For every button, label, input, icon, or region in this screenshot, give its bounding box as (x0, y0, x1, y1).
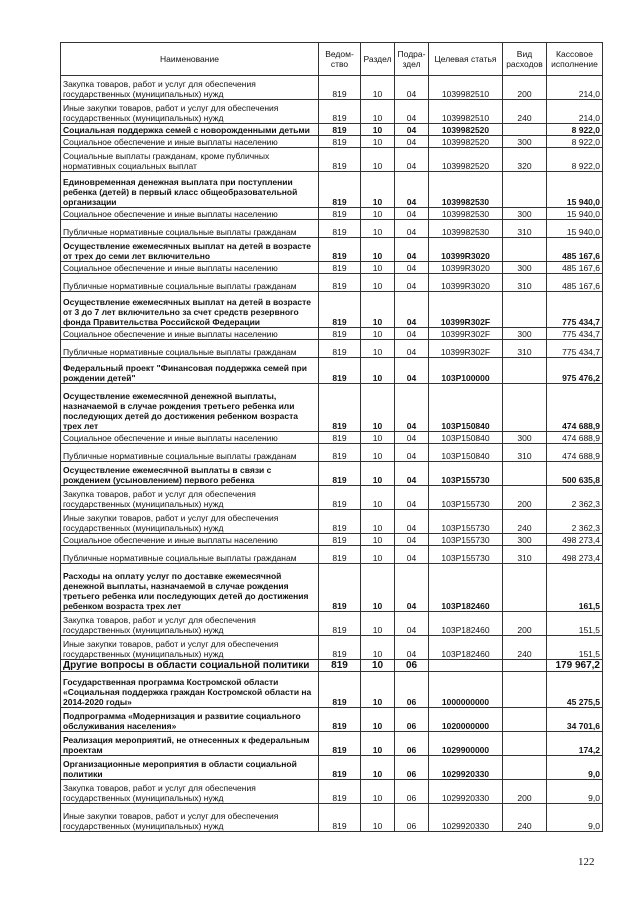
row-vedom-cell: 819 (319, 328, 361, 340)
row-amount-cell: 161,5 (547, 564, 603, 612)
row-name-cell: Организационные мероприятия в области социальной политики (61, 756, 319, 780)
row-vid-cell (503, 172, 547, 208)
row-target-cell: 103P155730 (429, 510, 503, 534)
row-amount-cell: 474 688,9 (547, 444, 603, 462)
table-row (61, 756, 603, 780)
row-razdel-cell: 10 (361, 444, 395, 462)
row-target-cell: 1029900000 (429, 732, 503, 756)
row-vid-cell (503, 672, 547, 708)
row-razdel-cell: 10 (361, 660, 395, 672)
row-razdel-cell: 10 (361, 100, 395, 124)
row-podrazdel-cell: 06 (395, 756, 429, 780)
row-name-cell: Социальные выплаты гражданам, кроме публичных нормативных социальных выплат (61, 148, 319, 172)
row-name-cell: Государственная программа Костромской области «Социальная поддержка граждан Костромской области на 2014-2020 годы» (61, 672, 319, 708)
row-target-cell: 10399R302F (429, 340, 503, 358)
row-target-cell: 1039982510 (429, 100, 503, 124)
row-vedom-cell: 819 (319, 220, 361, 238)
row-razdel-cell: 10 (361, 636, 395, 660)
row-vid-cell (503, 564, 547, 612)
row-amount-cell: 975 476,2 (547, 358, 603, 384)
row-razdel-cell: 10 (361, 238, 395, 262)
row-razdel-cell: 10 (361, 262, 395, 274)
row-razdel-cell: 10 (361, 340, 395, 358)
header-vid: Вид расходов (503, 43, 547, 76)
row-amount-cell: 15 940,0 (547, 220, 603, 238)
row-vedom-cell: 819 (319, 76, 361, 100)
row-target-cell: 1039982520 (429, 124, 503, 136)
table-row (61, 136, 603, 148)
row-razdel-cell: 10 (361, 462, 395, 486)
table-row (61, 672, 603, 708)
row-target-cell: 103P182460 (429, 564, 503, 612)
table-row (61, 384, 603, 432)
row-name-cell: Публичные нормативные социальные выплаты гражданам (61, 444, 319, 462)
row-razdel-cell: 10 (361, 510, 395, 534)
row-vedom-cell: 819 (319, 462, 361, 486)
row-vid-cell: 240 (503, 804, 547, 832)
row-amount-cell: 8 922,0 (547, 136, 603, 148)
row-target-cell: 1039982530 (429, 220, 503, 238)
table-row (61, 220, 603, 238)
row-vedom-cell: 819 (319, 660, 361, 672)
row-podrazdel-cell: 04 (395, 384, 429, 432)
row-razdel-cell: 10 (361, 486, 395, 510)
row-vedom-cell: 819 (319, 124, 361, 136)
table-row (61, 358, 603, 384)
row-podrazdel-cell: 04 (395, 220, 429, 238)
row-vedom-cell: 819 (319, 486, 361, 510)
row-amount-cell: 9,0 (547, 804, 603, 832)
row-vid-cell: 310 (503, 220, 547, 238)
row-vid-cell (503, 124, 547, 136)
row-amount-cell: 179 967,2 (547, 660, 603, 672)
row-amount-cell: 775 434,7 (547, 292, 603, 328)
row-name-cell: Осуществление ежемесячных выплат на детей в возрасте от 3 до 7 лет включительно за счет средств резервного фонда Правительства Российской Федерации (61, 292, 319, 328)
table-row (61, 274, 603, 292)
row-name-cell: Социальное обеспечение и иные выплаты населению (61, 328, 319, 340)
row-vedom-cell: 819 (319, 546, 361, 564)
row-vid-cell: 200 (503, 76, 547, 100)
row-vid-cell: 300 (503, 328, 547, 340)
row-target-cell: 1029920330 (429, 780, 503, 804)
row-name-cell: Социальное обеспечение и иные выплаты населению (61, 208, 319, 220)
row-podrazdel-cell: 04 (395, 238, 429, 262)
row-razdel-cell: 10 (361, 672, 395, 708)
row-name-cell: Публичные нормативные социальные выплаты гражданам (61, 220, 319, 238)
row-vid-cell (503, 238, 547, 262)
row-podrazdel-cell: 04 (395, 612, 429, 636)
row-vedom-cell: 819 (319, 534, 361, 546)
table-row (61, 534, 603, 546)
row-vid-cell: 240 (503, 510, 547, 534)
row-vid-cell: 300 (503, 208, 547, 220)
row-podrazdel-cell: 04 (395, 292, 429, 328)
table-row (61, 486, 603, 510)
row-amount-cell: 34 701,6 (547, 708, 603, 732)
row-target-cell: 1020000000 (429, 708, 503, 732)
row-vid-cell: 200 (503, 780, 547, 804)
row-target-cell: 1039982520 (429, 148, 503, 172)
row-target-cell: 10399R3020 (429, 238, 503, 262)
row-name-cell: Социальное обеспечение и иные выплаты населению (61, 136, 319, 148)
table-row (61, 172, 603, 208)
table-row (61, 708, 603, 732)
row-amount-cell: 2 362,3 (547, 510, 603, 534)
table-row (61, 208, 603, 220)
row-target-cell: 103P150840 (429, 444, 503, 462)
row-amount-cell: 174,2 (547, 732, 603, 756)
row-amount-cell: 485 167,6 (547, 238, 603, 262)
row-razdel-cell: 10 (361, 564, 395, 612)
table-row (61, 444, 603, 462)
row-podrazdel-cell: 06 (395, 672, 429, 708)
row-razdel-cell: 10 (361, 384, 395, 432)
row-razdel-cell: 10 (361, 76, 395, 100)
row-target-cell: 1039982520 (429, 136, 503, 148)
row-vid-cell (503, 660, 547, 672)
row-vid-cell: 310 (503, 444, 547, 462)
table-row (61, 124, 603, 136)
row-vid-cell: 300 (503, 432, 547, 444)
row-vedom-cell: 819 (319, 804, 361, 832)
row-podrazdel-cell: 04 (395, 510, 429, 534)
row-vedom-cell: 819 (319, 780, 361, 804)
row-razdel-cell: 10 (361, 220, 395, 238)
row-vedom-cell: 819 (319, 100, 361, 124)
row-name-cell: Закупка товаров, работ и услуг для обеспечения государственных (муниципальных) нужд (61, 76, 319, 100)
row-podrazdel-cell: 04 (395, 486, 429, 510)
row-vid-cell (503, 462, 547, 486)
row-name-cell: Реализация мероприятий, не отнесенных к федеральным проектам (61, 732, 319, 756)
row-podrazdel-cell: 04 (395, 636, 429, 660)
row-amount-cell: 474 688,9 (547, 384, 603, 432)
row-vid-cell: 300 (503, 262, 547, 274)
row-vedom-cell: 819 (319, 612, 361, 636)
table-row (61, 462, 603, 486)
row-podrazdel-cell: 04 (395, 262, 429, 274)
row-name-cell: Подпрограмма «Модернизация и развитие социального обслуживания населения» (61, 708, 319, 732)
row-podrazdel-cell: 04 (395, 564, 429, 612)
row-target-cell: 10399R302F (429, 328, 503, 340)
row-amount-cell: 498 273,4 (547, 546, 603, 564)
row-target-cell: 103P155730 (429, 534, 503, 546)
table-row (61, 732, 603, 756)
row-razdel-cell: 10 (361, 804, 395, 832)
row-target-cell: 1039982510 (429, 76, 503, 100)
row-razdel-cell: 10 (361, 172, 395, 208)
row-vedom-cell: 819 (319, 636, 361, 660)
row-podrazdel-cell: 04 (395, 358, 429, 384)
row-target-cell: 103P150840 (429, 432, 503, 444)
table-row (61, 546, 603, 564)
row-target-cell: 1029920330 (429, 756, 503, 780)
row-vedom-cell: 819 (319, 148, 361, 172)
row-vedom-cell: 819 (319, 432, 361, 444)
row-name-cell: Расходы на оплату услуг по доставке ежемесячной денежной выплаты, назначаемой в случае рождения третьего ребенка или последующих детей до достижения ребенком возраста трех лет (61, 564, 319, 612)
row-podrazdel-cell: 06 (395, 732, 429, 756)
row-podrazdel-cell: 04 (395, 432, 429, 444)
row-name-cell: Осуществление ежемесячной выплаты в связи с рождением (усыновлением) первого ребенка (61, 462, 319, 486)
row-name-cell: Публичные нормативные социальные выплаты гражданам (61, 340, 319, 358)
row-vid-cell: 310 (503, 546, 547, 564)
row-name-cell: Единовременная денежная выплата при поступлении ребенка (детей) в первый класс общеобразовательной организации (61, 172, 319, 208)
row-name-cell: Социальное обеспечение и иные выплаты населению (61, 432, 319, 444)
row-target-cell: 10399R3020 (429, 274, 503, 292)
row-amount-cell: 15 940,0 (547, 208, 603, 220)
row-vedom-cell: 819 (319, 172, 361, 208)
row-podrazdel-cell: 04 (395, 546, 429, 564)
table-row (61, 660, 603, 672)
row-vedom-cell: 819 (319, 358, 361, 384)
row-podrazdel-cell: 04 (395, 534, 429, 546)
row-amount-cell: 485 167,6 (547, 262, 603, 274)
row-podrazdel-cell: 04 (395, 136, 429, 148)
row-target-cell: 10399R302F (429, 292, 503, 328)
row-vid-cell: 240 (503, 100, 547, 124)
row-amount-cell: 500 635,8 (547, 462, 603, 486)
row-razdel-cell: 10 (361, 148, 395, 172)
row-target-cell: 1000000000 (429, 672, 503, 708)
row-podrazdel-cell: 06 (395, 660, 429, 672)
row-podrazdel-cell: 04 (395, 172, 429, 208)
row-name-cell: Осуществление ежемесячных выплат на детей в возрасте от трех до семи лет включительно (61, 238, 319, 262)
table-row (61, 292, 603, 328)
row-razdel-cell: 10 (361, 136, 395, 148)
row-vedom-cell: 819 (319, 672, 361, 708)
row-amount-cell: 15 940,0 (547, 172, 603, 208)
row-razdel-cell: 10 (361, 328, 395, 340)
row-name-cell: Осуществление ежемесячной денежной выплаты, назначаемой в случае рождения третьего ребенка или последующих детей до достижения ребенком возраста трех лет (61, 384, 319, 432)
row-podrazdel-cell: 04 (395, 462, 429, 486)
row-target-cell (429, 660, 503, 672)
row-name-cell: Закупка товаров, работ и услуг для обеспечения государственных (муниципальных) нужд (61, 780, 319, 804)
row-amount-cell: 775 434,7 (547, 340, 603, 358)
row-razdel-cell: 10 (361, 732, 395, 756)
table-row (61, 238, 603, 262)
table-row (61, 76, 603, 100)
row-vedom-cell: 819 (319, 444, 361, 462)
row-vid-cell (503, 732, 547, 756)
row-amount-cell: 214,0 (547, 76, 603, 100)
row-amount-cell: 9,0 (547, 756, 603, 780)
row-target-cell: 103P150840 (429, 384, 503, 432)
row-razdel-cell: 10 (361, 292, 395, 328)
budget-table (60, 42, 603, 832)
row-vedom-cell: 819 (319, 384, 361, 432)
row-name-cell: Социальное обеспечение и иные выплаты населению (61, 262, 319, 274)
row-vid-cell (503, 756, 547, 780)
row-amount-cell: 474 688,9 (547, 432, 603, 444)
row-podrazdel-cell: 04 (395, 274, 429, 292)
row-razdel-cell: 10 (361, 780, 395, 804)
row-vid-cell (503, 708, 547, 732)
row-name-cell: Закупка товаров, работ и услуг для обеспечения государственных (муниципальных) нужд (61, 486, 319, 510)
table-row (61, 148, 603, 172)
row-amount-cell: 775 434,7 (547, 328, 603, 340)
row-razdel-cell: 10 (361, 708, 395, 732)
row-target-cell: 103P100000 (429, 358, 503, 384)
row-vedom-cell: 819 (319, 340, 361, 358)
row-vedom-cell: 819 (319, 564, 361, 612)
row-vedom-cell: 819 (319, 208, 361, 220)
row-target-cell: 1029920330 (429, 804, 503, 832)
row-vedom-cell: 819 (319, 732, 361, 756)
row-razdel-cell: 10 (361, 274, 395, 292)
row-amount-cell: 214,0 (547, 100, 603, 124)
row-vedom-cell: 819 (319, 756, 361, 780)
row-vid-cell: 300 (503, 534, 547, 546)
header-podrazdel: Подра-здел (395, 43, 429, 76)
row-podrazdel-cell: 04 (395, 444, 429, 462)
row-name-cell: Публичные нормативные социальные выплаты гражданам (61, 274, 319, 292)
table-row (61, 780, 603, 804)
row-name-cell: Федеральный проект "Финансовая поддержка семей при рождении детей" (61, 358, 319, 384)
row-vid-cell (503, 384, 547, 432)
row-amount-cell: 8 922,0 (547, 148, 603, 172)
row-vedom-cell: 819 (319, 136, 361, 148)
row-amount-cell: 45 275,5 (547, 672, 603, 708)
row-target-cell: 1039982530 (429, 208, 503, 220)
row-name-cell: Другие вопросы в области социальной политики (61, 660, 319, 672)
row-vedom-cell: 819 (319, 238, 361, 262)
table-row (61, 328, 603, 340)
row-vedom-cell: 819 (319, 708, 361, 732)
row-podrazdel-cell: 06 (395, 780, 429, 804)
row-target-cell: 103P182460 (429, 612, 503, 636)
row-amount-cell: 151,5 (547, 612, 603, 636)
table-row (61, 340, 603, 358)
header-vedom: Ведом-ство (319, 43, 361, 76)
row-name-cell: Иные закупки товаров, работ и услуг для обеспечения государственных (муниципальных) нужд (61, 804, 319, 832)
row-vid-cell: 240 (503, 636, 547, 660)
table-header-row (61, 43, 603, 76)
row-amount-cell: 485 167,6 (547, 274, 603, 292)
row-target-cell: 103P155730 (429, 546, 503, 564)
header-amount: Кассовое исполнение (547, 43, 603, 76)
row-target-cell: 10399R3020 (429, 262, 503, 274)
row-podrazdel-cell: 06 (395, 708, 429, 732)
row-vedom-cell: 819 (319, 510, 361, 534)
row-target-cell: 1039982530 (429, 172, 503, 208)
row-amount-cell: 2 362,3 (547, 486, 603, 510)
table-body (61, 76, 603, 832)
row-name-cell: Закупка товаров, работ и услуг для обеспечения государственных (муниципальных) нужд (61, 612, 319, 636)
row-podrazdel-cell: 04 (395, 340, 429, 358)
row-amount-cell: 151,5 (547, 636, 603, 660)
row-vid-cell (503, 358, 547, 384)
row-podrazdel-cell: 04 (395, 208, 429, 220)
row-razdel-cell: 10 (361, 546, 395, 564)
row-vedom-cell: 819 (319, 274, 361, 292)
table-row (61, 564, 603, 612)
row-name-cell: Публичные нормативные социальные выплаты гражданам (61, 546, 319, 564)
row-vid-cell: 310 (503, 274, 547, 292)
row-target-cell: 103P155730 (429, 486, 503, 510)
row-vid-cell: 320 (503, 148, 547, 172)
table-row (61, 262, 603, 274)
row-name-cell: Иные закупки товаров, работ и услуг для обеспечения государственных (муниципальных) нужд (61, 510, 319, 534)
header-target: Целевая статья (429, 43, 503, 76)
row-razdel-cell: 10 (361, 756, 395, 780)
row-name-cell: Иные закупки товаров, работ и услуг для обеспечения государственных (муниципальных) нужд (61, 636, 319, 660)
table-row (61, 636, 603, 660)
row-podrazdel-cell: 04 (395, 124, 429, 136)
row-amount-cell: 8 922,0 (547, 124, 603, 136)
row-name-cell: Социальное обеспечение и иные выплаты населению (61, 534, 319, 546)
row-vid-cell (503, 292, 547, 328)
row-target-cell: 103P182460 (429, 636, 503, 660)
row-name-cell: Иные закупки товаров, работ и услуг для обеспечения государственных (муниципальных) нужд (61, 100, 319, 124)
table-row (61, 612, 603, 636)
row-razdel-cell: 10 (361, 534, 395, 546)
row-target-cell: 103P155730 (429, 462, 503, 486)
row-vid-cell: 200 (503, 612, 547, 636)
row-razdel-cell: 10 (361, 124, 395, 136)
table-row (61, 510, 603, 534)
row-vedom-cell: 819 (319, 262, 361, 274)
row-podrazdel-cell: 04 (395, 148, 429, 172)
row-vid-cell: 200 (503, 486, 547, 510)
header-razdel: Раздел (361, 43, 395, 76)
row-vedom-cell: 819 (319, 292, 361, 328)
row-amount-cell: 498 273,4 (547, 534, 603, 546)
row-podrazdel-cell: 06 (395, 804, 429, 832)
row-amount-cell: 9,0 (547, 780, 603, 804)
table-row (61, 432, 603, 444)
row-razdel-cell: 10 (361, 358, 395, 384)
table-row (61, 100, 603, 124)
row-podrazdel-cell: 04 (395, 100, 429, 124)
row-name-cell: Социальная поддержка семей с новорожденными детьми (61, 124, 319, 136)
header-name: Наименование (61, 43, 319, 76)
page-number: 122 (578, 856, 595, 868)
row-podrazdel-cell: 04 (395, 328, 429, 340)
row-razdel-cell: 10 (361, 432, 395, 444)
row-razdel-cell: 10 (361, 208, 395, 220)
table-row (61, 804, 603, 832)
row-vid-cell: 300 (503, 136, 547, 148)
row-podrazdel-cell: 04 (395, 76, 429, 100)
row-razdel-cell: 10 (361, 612, 395, 636)
row-vid-cell: 310 (503, 340, 547, 358)
